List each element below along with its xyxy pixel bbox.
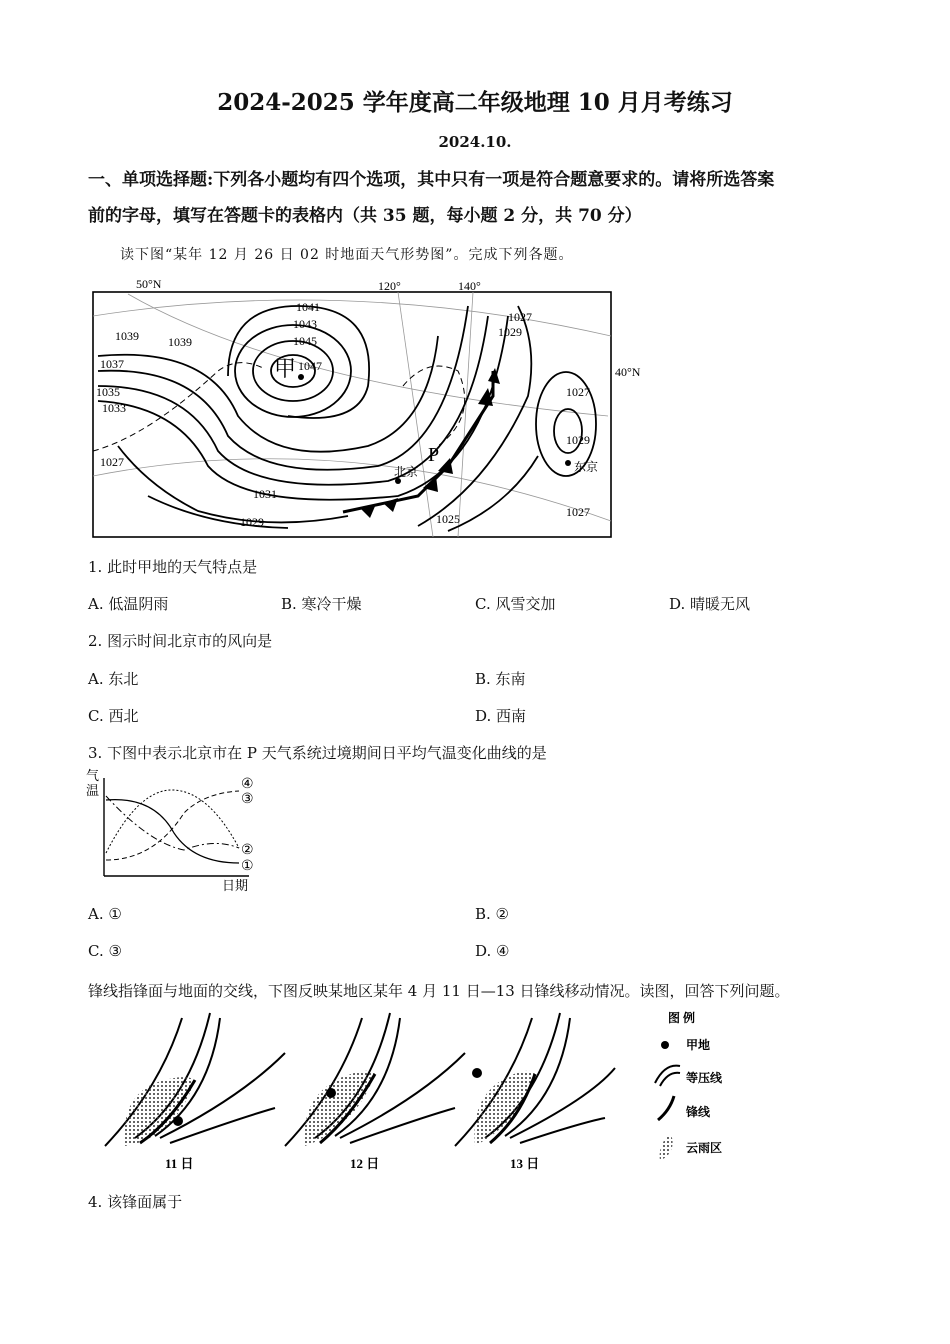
isobar-label: 1039 xyxy=(168,335,192,349)
q2-option-d[interactable]: D. 西南 xyxy=(475,707,527,725)
weather-map xyxy=(88,276,648,540)
day-11-label: 11 日 xyxy=(165,1156,194,1171)
lat-50n: 50°N xyxy=(136,277,162,291)
lat-40n: 40°N xyxy=(615,365,641,379)
q3-option-a[interactable]: A. ① xyxy=(88,905,122,923)
isobar-label: 1039 xyxy=(115,329,139,343)
intro-map1: 读下图“某年 12 月 26 日 02 时地面天气形势图”。完成下列各题。 xyxy=(120,247,574,263)
lon-120: 120° xyxy=(378,279,401,293)
lon-140: 140° xyxy=(458,279,481,293)
curve-1: ① xyxy=(241,859,254,874)
section-heading-line2: 前的字母，填写在答题卡的表格内（共 35 题，每小题 2 分，共 70 分） xyxy=(88,206,642,226)
isobar-label: 1029 xyxy=(498,325,522,339)
isobar-label: 1047 xyxy=(298,359,322,373)
isobar-label: 1033 xyxy=(102,401,126,415)
graph-xlabel: 日期 xyxy=(222,878,249,893)
q2-option-c[interactable]: C. 西北 xyxy=(88,707,139,725)
isobar-label: 1029 xyxy=(566,433,590,447)
day-12-label: 12 日 xyxy=(350,1156,380,1171)
isobar-label: 1027 xyxy=(566,505,590,519)
question-1: 1. 此时甲地的天气特点是 xyxy=(88,558,258,576)
isobar-label: 1037 xyxy=(100,357,124,371)
place-jia: 甲 xyxy=(274,356,297,381)
curve-4: ④ xyxy=(241,777,254,792)
isobar-label: 1041 xyxy=(296,300,320,314)
isobar-label: 1043 xyxy=(293,317,317,331)
isobar-label: 1045 xyxy=(293,334,317,348)
legend-rain-area: 云雨区 xyxy=(686,1141,723,1155)
isobar-label: 1035 xyxy=(96,385,120,399)
legend xyxy=(650,1008,770,1168)
q3-option-d[interactable]: D. ④ xyxy=(475,942,510,960)
legend-isobar: 等压线 xyxy=(686,1071,723,1085)
question-3: 3. 下图中表示北京市在 P 天气系统过境期间日平均气温变化曲线的是 xyxy=(88,744,547,762)
intro-front: 锋线指锋面与地面的交线，下图反映某地区某年 4 月 11 日—13 日锋线移动情况。读图，回答下列问题。 xyxy=(88,982,790,1000)
q1-option-b[interactable]: B. 寒冷干燥 xyxy=(281,595,362,613)
front-p: P xyxy=(428,444,440,466)
q2-option-a[interactable]: A. 东北 xyxy=(88,670,139,688)
q1-option-c[interactable]: C. 风雪交加 xyxy=(475,595,556,613)
exam-date: 2024.10. xyxy=(438,133,512,151)
isobar-label: 1025 xyxy=(436,512,460,526)
front-movement-diagram xyxy=(100,1008,620,1173)
day-13-label: 13 日 xyxy=(510,1156,540,1171)
graph-ylabel: 气温 xyxy=(86,768,100,798)
curve-2: ② xyxy=(241,843,254,858)
curve-3: ③ xyxy=(241,792,254,807)
q1-option-a[interactable]: A. 低温阴雨 xyxy=(88,595,169,613)
question-4: 4. 该锋面属于 xyxy=(88,1193,183,1211)
page-title: 2024-2025 学年度高二年级地理 10 月月考练习 xyxy=(217,89,733,116)
place-tokyo: 东京 xyxy=(574,460,599,474)
place-beijing: 北京 xyxy=(394,465,419,479)
q3-option-c[interactable]: C. ③ xyxy=(88,942,122,960)
isobar-label: 1027 xyxy=(566,385,590,399)
isobar-label: 1031 xyxy=(253,487,277,501)
q2-option-b[interactable]: B. 东南 xyxy=(475,670,526,688)
isobar-label: 1029 xyxy=(240,515,264,529)
legend-front: 锋线 xyxy=(686,1105,711,1119)
q1-option-d[interactable]: D. 晴暖无风 xyxy=(669,595,751,613)
isobar-label: 1027 xyxy=(100,455,124,469)
temperature-curve-graph xyxy=(84,768,264,898)
q3-option-b[interactable]: B. ② xyxy=(475,905,510,923)
legend-title: 图 例 xyxy=(668,1011,696,1025)
isobar-label: 1027 xyxy=(508,310,532,324)
legend-jia: 甲地 xyxy=(686,1038,711,1052)
section-heading-line1: 一、单项选择题:下列各小题均有四个选项，其中只有一项是符合题意要求的。请将所选答案 xyxy=(88,170,775,190)
question-2: 2. 图示时间北京市的风向是 xyxy=(88,632,273,650)
